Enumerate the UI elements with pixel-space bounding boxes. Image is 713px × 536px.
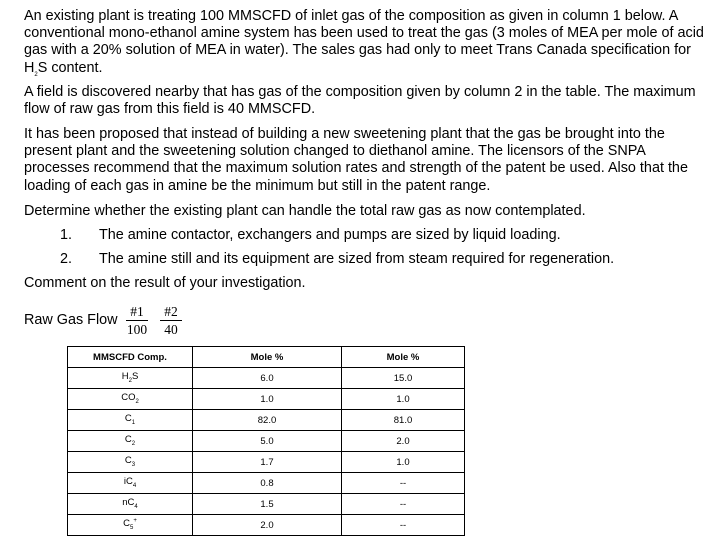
paragraph-1-text: An existing plant is treating 100 MMSCFD of inlet gas of the composition as given in column 1 below. A conventional mono-ethanol amine system has been used to treat the gas (3 moles of MEA per mole of acid gas with a 20% solution of MEA in water). The sales gas had only to meet Trans Canada specification for H (24, 8, 704, 76)
paragraph-1-end: S content. (37, 59, 103, 76)
table-header: Mole % (193, 347, 342, 368)
mole-percent-1-cell: 0.8 (193, 473, 342, 494)
table-header: MMSCFD Comp. (68, 347, 193, 368)
list-item (60, 227, 561, 244)
raw-gas-fraction-1 (126, 303, 148, 338)
component-cell: $CO_2$ (68, 389, 193, 410)
list-number: 2. (60, 251, 73, 267)
mole-percent-2-cell: -- (342, 515, 465, 536)
fraction-value: 40 (160, 320, 182, 338)
raw-gas-fraction-2 (160, 303, 182, 338)
component-cell: $H_2S$ (68, 368, 193, 389)
mole-percent-2-cell: 15.0 (342, 368, 465, 389)
list-text: The amine contactor, exchangers and pumps are sized by liquid loading. (99, 227, 561, 243)
fraction-header: #2 (164, 304, 178, 319)
paragraph-task: Determine whether the existing plant can handle the total raw gas as now contemplated. (24, 203, 586, 219)
paragraph-new-field: A field is discovered nearby that has gas of the composition given by column 2 in the table. The maximum flow of raw gas from this field is 40 MMSCFD. (24, 84, 696, 118)
mole-percent-2-cell: -- (342, 494, 465, 515)
fraction-value: 100 (126, 322, 148, 337)
subscript: 2 (34, 71, 38, 78)
mole-percent-1-cell: 6.0 (193, 368, 342, 389)
component-cell: $C_1$ (68, 410, 193, 431)
mole-percent-1-cell: 1.5 (193, 494, 342, 515)
mole-percent-2-cell: 81.0 (342, 410, 465, 431)
component-cell: $iC_4$ (68, 473, 193, 494)
raw-gas-flow-label: Raw Gas Flow (24, 312, 118, 328)
mole-percent-1-cell: 2.0 (193, 515, 342, 536)
table-header: Mole % (342, 347, 465, 368)
mole-percent-1-cell: 1.0 (193, 389, 342, 410)
mole-percent-2-cell: -- (342, 473, 465, 494)
paragraph-existing-plant (24, 8, 704, 84)
table-row (68, 452, 465, 473)
table-row (68, 368, 465, 389)
paragraph-comment: Comment on the result of your investigation. (24, 275, 306, 291)
table-row (68, 515, 465, 536)
component-cell: $nC_4$ (68, 494, 193, 515)
mole-percent-2-cell: 1.0 (342, 452, 465, 473)
table-row (68, 431, 465, 452)
mole-percent-1-cell: 82.0 (193, 410, 342, 431)
mole-percent-2-cell: 1.0 (342, 389, 465, 410)
table-row (68, 494, 465, 515)
list-text: The amine still and its equipment are sized from steam required for regeneration. (99, 251, 615, 267)
list-number: 1. (60, 227, 73, 243)
component-cell: $C_5^+$ (68, 515, 193, 536)
paragraph-proposal: It has been proposed that instead of building a new sweetening plant that the gas be brought into the present plant and the sweetening solution changed to diethanol amine. The licensors of the SNPA processes recommend that the maximum solution rates and strength of the patent be used. Also that the loading of each gas in amine be the minimum but still in the patent range. (24, 126, 688, 194)
table-row (68, 473, 465, 494)
mole-percent-1-cell: 1.7 (193, 452, 342, 473)
table-row (68, 410, 465, 431)
list-item (60, 251, 614, 268)
component-cell: $C_3$ (68, 452, 193, 473)
mole-percent-1-cell: 5.0 (193, 431, 342, 452)
component-cell: $C_2$ (68, 431, 193, 452)
table-header-row (68, 347, 465, 368)
table-row (68, 389, 465, 410)
mole-percent-2-cell: 2.0 (342, 431, 465, 452)
fraction-header: #1 (130, 304, 144, 319)
composition-table (67, 346, 465, 536)
